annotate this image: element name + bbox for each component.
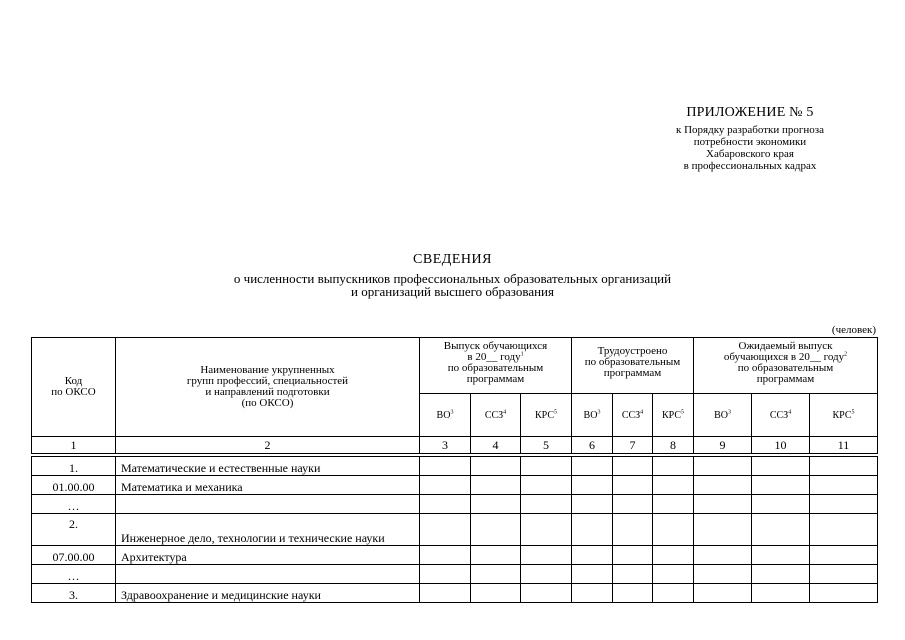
data-cell	[471, 565, 521, 584]
data-cell	[653, 457, 694, 476]
data-cell	[752, 476, 810, 495]
column-number: 1	[32, 437, 116, 454]
column-number: 3	[420, 437, 471, 454]
row-name	[116, 495, 420, 514]
data-cell	[420, 546, 471, 565]
data-cell	[810, 514, 878, 546]
data-cell	[694, 584, 752, 603]
subheader-krs: КРС$^5$	[521, 394, 572, 437]
row-name: Инженерное дело, технологии и технические науки	[116, 514, 420, 546]
data-cell	[694, 457, 752, 476]
data-cell	[572, 565, 613, 584]
data-cell	[810, 495, 878, 514]
data-cell	[653, 584, 694, 603]
subheader-vo: $ВО^3$	[572, 394, 613, 437]
appendix-line: к Порядку разработки прогноза	[676, 124, 824, 136]
table-row	[32, 546, 878, 565]
header-code	[32, 338, 116, 437]
data-cell	[613, 584, 653, 603]
appendix-block	[640, 104, 860, 172]
data-cell	[521, 565, 572, 584]
data-cell	[810, 584, 878, 603]
subheader-ssz: ССЗ$^4$	[752, 394, 810, 437]
data-cell	[613, 476, 653, 495]
row-name: Математика и механика	[116, 476, 420, 495]
row-code: 3.	[32, 584, 116, 603]
table-row	[32, 565, 878, 584]
row-code: 2.	[32, 514, 116, 546]
row-code: …	[32, 565, 116, 584]
data-cell	[613, 546, 653, 565]
header-expected-line: Ожидаемый выпуск	[738, 340, 833, 352]
header-graduates-line: по образовательным	[447, 362, 544, 374]
subheader-krs: КРС$^5$	[653, 394, 694, 437]
column-number: 7	[613, 437, 653, 454]
appendix-title: ПРИЛОЖЕНИЕ № 5	[686, 105, 814, 120]
column-number: 10	[752, 437, 810, 454]
header-employed-line: по образовательным	[584, 356, 681, 368]
data-cell	[810, 565, 878, 584]
data-cell	[572, 546, 613, 565]
data-cell	[752, 457, 810, 476]
data-cell	[521, 457, 572, 476]
data-cell	[694, 565, 752, 584]
data-cell	[572, 495, 613, 514]
data-cell	[420, 584, 471, 603]
data-cell	[613, 457, 653, 476]
header-code-line: Код	[64, 375, 83, 387]
column-number: 2	[116, 437, 420, 454]
data-cell	[420, 565, 471, 584]
header-name-line: групп профессий, специальностей	[186, 375, 349, 387]
header-employed	[572, 338, 694, 394]
header-name-line: Наименование укрупненных	[200, 364, 335, 376]
data-cell	[471, 495, 521, 514]
table-row	[32, 584, 878, 603]
data-cell	[521, 584, 572, 603]
column-number: 5	[521, 437, 572, 454]
data-cell	[521, 546, 572, 565]
data-cell	[694, 514, 752, 546]
data-cell	[653, 514, 694, 546]
row-code: 1.	[32, 457, 116, 476]
data-cell	[572, 457, 613, 476]
row-code: …	[32, 495, 116, 514]
header-code-line: по ОКСО	[51, 386, 96, 398]
data-cell	[613, 565, 653, 584]
row-code: 01.00.00	[32, 476, 116, 495]
data-cell	[810, 476, 878, 495]
data-cell	[420, 476, 471, 495]
data-cell	[521, 514, 572, 546]
data-cell	[653, 565, 694, 584]
data-cell	[420, 457, 471, 476]
header-graduates-line: Выпуск обучающихся	[443, 340, 548, 352]
footnote-mark: 1	[520, 351, 524, 358]
column-number: 4	[471, 437, 521, 454]
header-graduates	[420, 338, 572, 394]
data-cell	[613, 514, 653, 546]
document-subtitle-line: о численности выпускников профессиональных образовательных организаций	[233, 271, 672, 286]
subheader-krs: КРС$^5$	[810, 394, 878, 437]
data-cell	[694, 546, 752, 565]
data-cell	[572, 476, 613, 495]
data-cell	[752, 514, 810, 546]
units-label: (человек)	[831, 324, 876, 336]
row-name	[116, 565, 420, 584]
appendix-line: в профессиональных кадрах	[683, 160, 817, 172]
subheader-ssz: ССЗ$^4$	[471, 394, 521, 437]
header-graduates-line: программам	[466, 373, 525, 385]
data-cell	[810, 546, 878, 565]
data-cell	[653, 476, 694, 495]
data-cell	[613, 495, 653, 514]
header-name-line: и направлений подготовки	[205, 386, 330, 398]
footnote-mark: 2	[844, 351, 848, 358]
table-row	[32, 476, 878, 495]
column-number: 8	[653, 437, 694, 454]
appendix-line: потребности экономики	[693, 136, 807, 148]
appendix-line: Хабаровского края	[706, 148, 794, 160]
row-name: Математические и естественные науки	[116, 457, 420, 476]
data-cell	[521, 495, 572, 514]
header-employed-line: программам	[603, 367, 662, 379]
data-cell	[752, 546, 810, 565]
header-expected-year: обучающихся в 20__ году	[723, 351, 845, 363]
header-employed-line: Трудоустроено	[597, 345, 668, 357]
data-cell	[694, 495, 752, 514]
row-code: 07.00.00	[32, 546, 116, 565]
data-cell	[572, 514, 613, 546]
data-cell	[471, 514, 521, 546]
document-subtitle-line: и организаций высшего образования	[350, 284, 554, 299]
document-subtitle	[0, 272, 905, 298]
table-row	[32, 457, 878, 476]
data-cell	[653, 546, 694, 565]
table-row	[32, 514, 878, 546]
data-cell	[752, 565, 810, 584]
data-cell	[653, 495, 694, 514]
column-number: 9	[694, 437, 752, 454]
data-cell	[694, 476, 752, 495]
row-name: Архитектура	[116, 546, 420, 565]
table-row	[32, 495, 878, 514]
data-cell	[752, 584, 810, 603]
document-title: СВЕДЕНИЯ	[413, 252, 492, 267]
header-expected	[694, 338, 878, 394]
data-cell	[752, 495, 810, 514]
data-cell	[471, 584, 521, 603]
header-graduates-year: в 20__ году	[467, 351, 521, 363]
header-name-line: (по ОКСО)	[241, 397, 294, 409]
data-cell	[471, 457, 521, 476]
data-cell	[471, 546, 521, 565]
subheader-vo: $ВО^3$	[420, 394, 471, 437]
data-cell	[471, 476, 521, 495]
column-number: 6	[572, 437, 613, 454]
header-expected-line: по образовательным	[737, 362, 834, 374]
subheader-vo: $ВО^3$	[694, 394, 752, 437]
data-cell	[420, 495, 471, 514]
data-cell	[420, 514, 471, 546]
subheader-ssz: ССЗ$^4$	[613, 394, 653, 437]
row-name: Здравоохранение и медицинские науки	[116, 584, 420, 603]
header-name	[116, 338, 420, 437]
data-cell	[572, 584, 613, 603]
data-cell	[521, 476, 572, 495]
graduates-table	[31, 337, 878, 603]
column-number: 11	[810, 437, 878, 454]
header-expected-line: программам	[756, 373, 815, 385]
data-cell	[810, 457, 878, 476]
